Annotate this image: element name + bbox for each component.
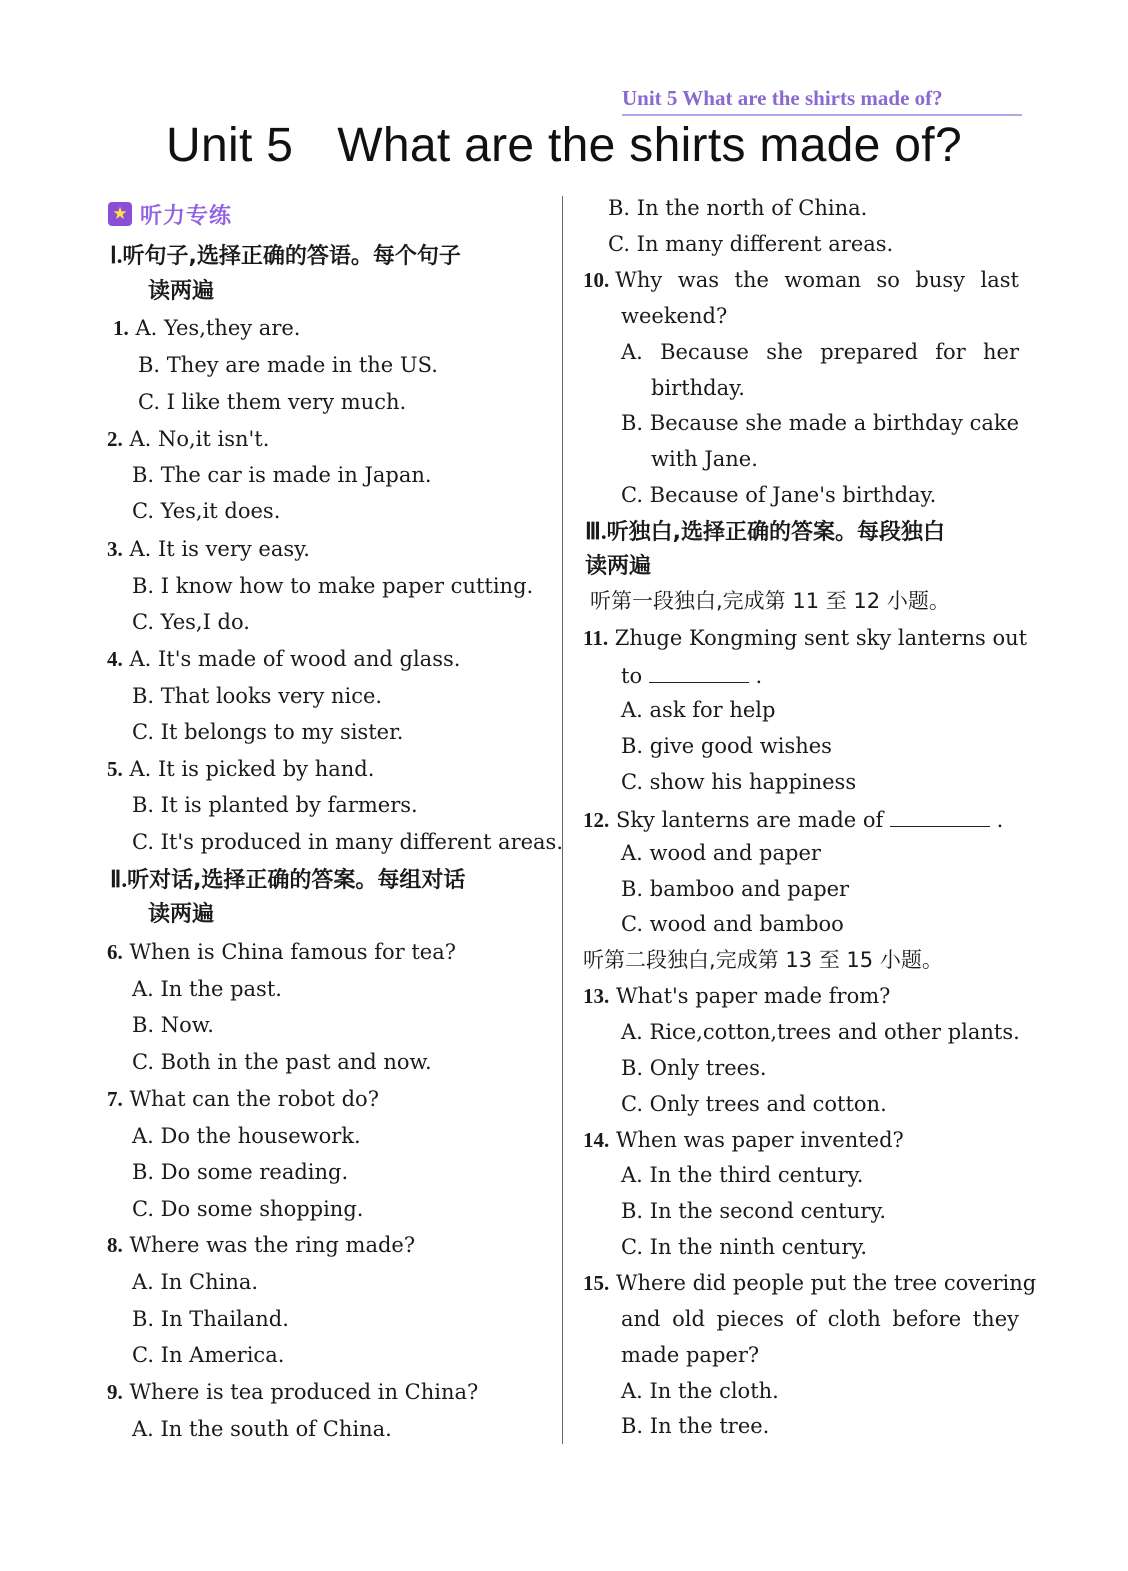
question-11-cont: to .: [621, 664, 763, 688]
question-15: 15. Where did people put the tree covering: [583, 1271, 1037, 1295]
page-title: [0, 118, 1128, 173]
option-13a: A. Rice,cotton,trees and other plants.: [621, 1020, 1020, 1044]
badge-label: 听力专练: [140, 203, 233, 229]
option-6b: B. Now.: [132, 1013, 214, 1037]
option-12c: C. wood and bamboo: [621, 912, 844, 936]
option-10a: A. Because she prepared for her: [621, 340, 1019, 364]
option-10b-cont: with Jane.: [651, 447, 758, 471]
question-15-cont: and old pieces of cloth before they: [621, 1307, 1019, 1331]
question-11: 11. Zhuge Kongming sent sky lanterns out: [583, 626, 1028, 650]
option-7c: C. Do some shopping.: [132, 1197, 364, 1221]
option-10b: B. Because she made a birthday cake: [621, 411, 1020, 435]
question-14: 14. When was paper invented?: [583, 1128, 904, 1152]
question-10-cont: weekend?: [621, 304, 728, 328]
option-10a-cont: birthday.: [651, 376, 745, 400]
option-13b: B. Only trees.: [621, 1056, 767, 1080]
option-3b: B. I know how to make paper cutting.: [132, 574, 534, 598]
section-badge: [108, 198, 232, 230]
option-6a: A. In the past.: [132, 977, 282, 1001]
question-1: 1. A. Yes,they are.: [113, 316, 301, 340]
option-8c: C. In America.: [132, 1343, 285, 1367]
option-4b: B. That looks very nice.: [132, 684, 383, 708]
option-12a: A. wood and paper: [621, 841, 821, 865]
option-14b: B. In the second century.: [621, 1199, 887, 1223]
option-5b: B. It is planted by farmers.: [132, 793, 418, 817]
option-2b: B. The car is made in Japan.: [132, 463, 432, 487]
option-7a: A. Do the housework.: [132, 1124, 361, 1148]
option-4c: C. It belongs to my sister.: [132, 720, 404, 744]
running-header: Unit 5 What are the shirts made of?: [622, 86, 1022, 116]
question-7: 7. What can the robot do?: [107, 1087, 379, 1111]
question-6: 6. When is China famous for tea?: [107, 940, 456, 964]
option-14c: C. In the ninth century.: [621, 1235, 868, 1259]
title-unit: Unit 5: [166, 119, 294, 172]
section-heading-1: Ⅰ.听句子,选择正确的答语。每个句子: [110, 243, 461, 269]
option-15b: B. In the tree.: [621, 1414, 770, 1438]
option-15a: A. In the cloth.: [621, 1379, 779, 1403]
option-1b: B. They are made in the US.: [138, 353, 438, 377]
option-6c: C. Both in the past and now.: [132, 1050, 432, 1074]
option-3c: C. Yes,I do.: [132, 610, 250, 634]
question-3: 3. A. It is very easy.: [107, 537, 310, 561]
question-10: 10. Why was the woman so busy last: [583, 268, 1019, 292]
answer-blank: [890, 808, 990, 827]
question-2: 2. A. No,it isn't.: [107, 427, 270, 451]
question-5: 5. A. It is picked by hand.: [107, 757, 375, 781]
option-9a: A. In the south of China.: [132, 1417, 392, 1441]
monologue-intro-2: 听第二段独白,完成第 13 至 15 小题。: [583, 948, 943, 972]
option-7b: B. Do some reading.: [132, 1160, 349, 1184]
option-8a: A. In China.: [132, 1270, 259, 1294]
section-heading-3: Ⅲ.听独白,选择正确的答案。每段独白: [585, 519, 945, 545]
option-12b: B. bamboo and paper: [621, 877, 850, 901]
option-5c: C. It's produced in many different areas.: [132, 830, 564, 854]
column-divider: [562, 196, 563, 1444]
option-10c: C. Because of Jane's birthday.: [621, 483, 937, 507]
title-text: What are the shirts made of?: [337, 119, 962, 172]
option-2c: C. Yes,it does.: [132, 499, 281, 523]
question-4: 4. A. It's made of wood and glass.: [107, 647, 461, 671]
answer-blank: [649, 664, 749, 683]
question-9: 9. Where is tea produced in China?: [107, 1380, 479, 1404]
option-14a: A. In the third century.: [621, 1163, 864, 1187]
section-heading-1-cont: 读两遍: [148, 279, 215, 304]
question-8: 8. Where was the ring made?: [107, 1233, 416, 1257]
question-12: 12. Sky lanterns are made of .: [583, 808, 1004, 832]
option-8b: B. In Thailand.: [132, 1307, 289, 1331]
monologue-intro-1: 听第一段独白,完成第 11 至 12 小题。: [590, 589, 950, 613]
option-11c: C. show his happiness: [621, 770, 857, 794]
star-icon: ★: [108, 202, 132, 226]
option-1c: C. I like them very much.: [138, 390, 407, 414]
question-13: 13. What's paper made from?: [583, 984, 891, 1008]
option-11b: B. give good wishes: [621, 734, 832, 758]
option-11a: A. ask for help: [621, 698, 776, 722]
question-15-cont2: made paper?: [621, 1343, 760, 1367]
option-9c: C. In many different areas.: [608, 232, 894, 256]
option-13c: C. Only trees and cotton.: [621, 1092, 887, 1116]
option-9b: B. In the north of China.: [608, 196, 868, 220]
section-heading-2: Ⅱ.听对话,选择正确的答案。每组对话: [110, 867, 466, 893]
section-heading-3-cont: 读两遍: [585, 554, 652, 579]
section-heading-2-cont: 读两遍: [148, 902, 215, 927]
